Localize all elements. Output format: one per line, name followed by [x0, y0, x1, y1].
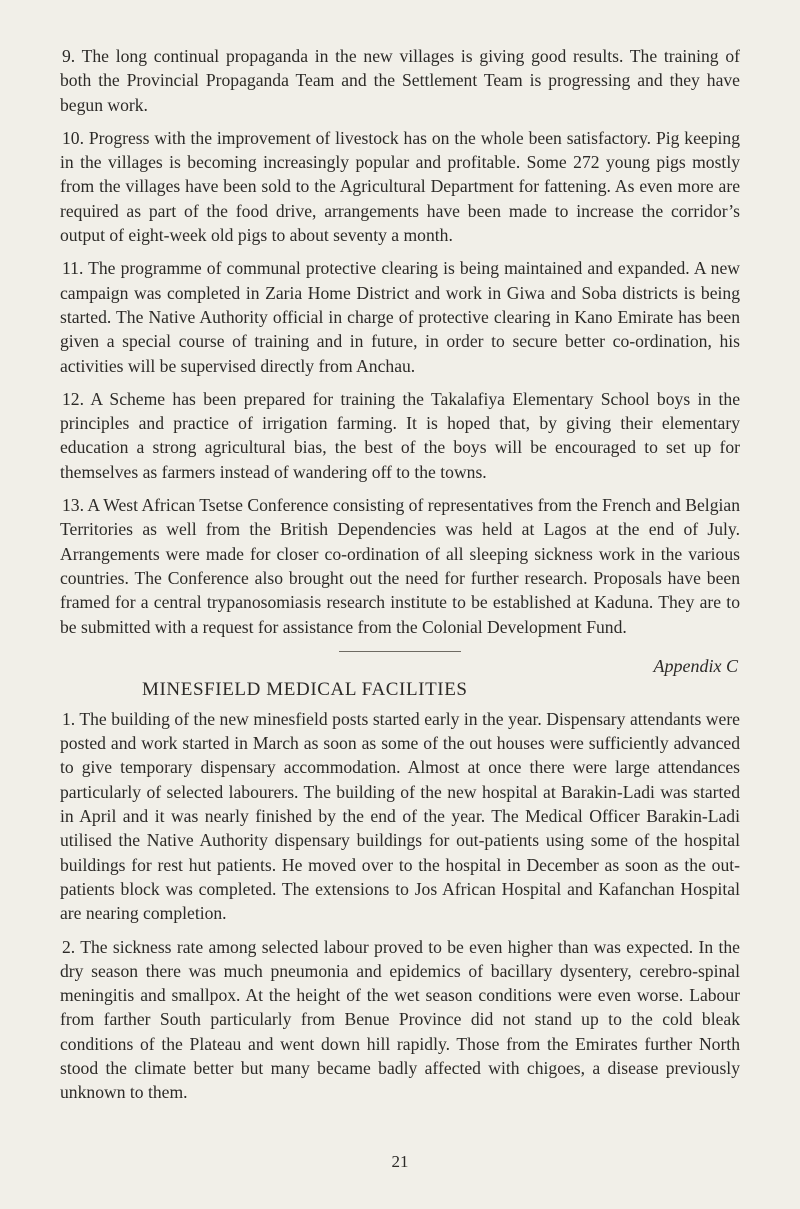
paragraph-9: 9. The long continual propaganda in the new villages is giving good results. The training of both the Provincial Propaganda Team and the Settlement Team is progressing and they have begun work. — [60, 46, 740, 115]
paragraph-13: 13. A West African Tsetse Conference consisting of representatives from the French and Belgian Territories as well from the British Dependencies was held at Lagos at the end of July. Arrangements were made for closer co-ordination of all sleeping sickness work in the various countries. The Conference also brought out the need for further research. Proposals have been framed for a central trypanosomiasis research institute to be established at Kaduna. They are to be submitted with a request for assistance from the Colonial Development Fund. — [60, 495, 740, 637]
section-title: MINESFIELD MEDICAL FACILITIES — [142, 678, 468, 700]
section-divider — [339, 651, 461, 652]
appendix-paragraph-1: 1. The building of the new minesfield posts started early in the year. Dispensary attendants were posted and work started in March as soon as some of the out houses were sufficiently advanced to give temporary dispensary accommodation. Almost at once there were large attendances particularly of selected labourers. The building of the new hospital at Barakin-Ladi was started in April and it was nearly finished by the end of the year. The Medical Officer Barakin-Ladi utilised the Native Authority dispensary buildings for out-patients using some of the hospital buildings for rest hut patients. He moved over to the hospital in December as soon as the out-patients block was completed. The extensions to Jos African Hospital and Kafanchan Hospital are nearing completion. — [60, 708, 740, 924]
paragraph-12: 12. A Scheme has been prepared for training the Takalafiya Elementary School boys in the principles and practice of irrigation farming. It is hoped that, by giving their elementary education a strong agricultural bias, the best of the boys will be encouraged to set up for themselves as farmers instead of wandering off to the towns. — [60, 388, 740, 482]
appendix-label: Appendix C — [653, 655, 738, 676]
paragraph-11: 11. The programme of communal protective clearing is being maintained and expanded. A new campaign was completed in Zaria Home District and work in Giwa and Soba districts is being started. The Native Authority official in charge of protective clearing in Kano Emirate has been given a special course of training and in future, in order to secure better co-ordination, his activities will be supervised directly from Anchau. — [60, 258, 740, 376]
appendix-paragraph-2: 2. The sickness rate among selected labour proved to be even higher than was expected. In the dry season there was much pneumonia and epidemics of bacillary dysentery, cerebro-spinal meningitis and smallpox. At the height of the wet season conditions were even worse. Labour from farther South particularly from Benue Province did not stand up to the cold bleak conditions of the Plateau and went down hill rapidly. Those from the Emirates further North stood the climate better but many became badly affected with chigoes, a disease previously unknown to them. — [60, 936, 740, 1103]
paragraph-10: 10. Progress with the improvement of livestock has on the whole been satisfactory. Pig keeping in the villages is becoming increasingly popular and profitable. Some 272 young pigs mostly from the villages have been sold to the Agricultural Department for fattening. As even more are required as part of the food drive, arrangements have been made to increase the corridor’s output of eight-week old pigs to about seventy a month. — [60, 127, 740, 246]
page-number: 21 — [391, 1152, 409, 1171]
